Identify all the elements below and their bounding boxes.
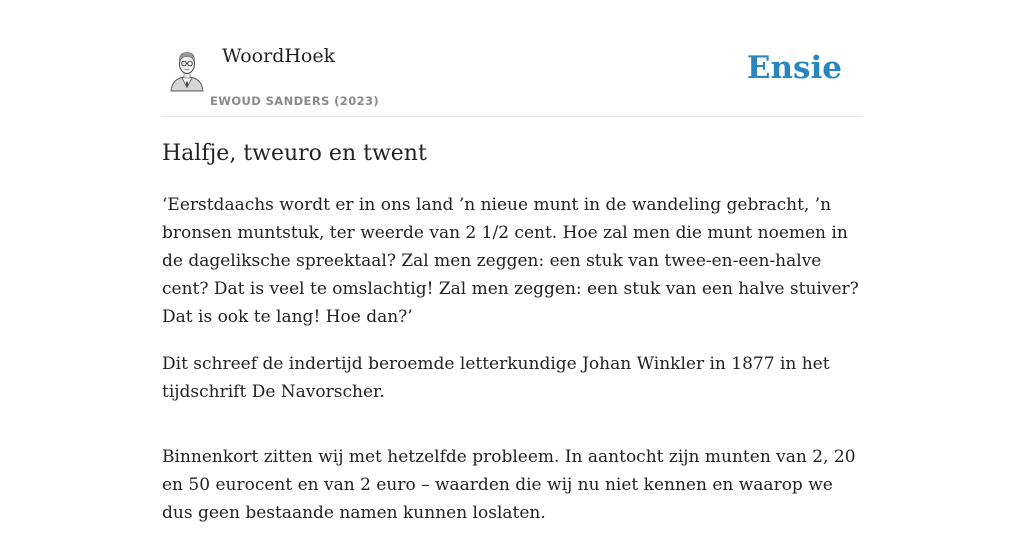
article-paragraph: ‘Eerstdaachs wordt er in ons land ’n nieue munt in de wandeling gebracht, ’n bronsen muntstuk, ter weerde van 2 1/2 cent. Hoe zal men die munt noemen in de dageliksche spreektaal? Zal men zeggen: een stuk van twee-en-een-halve cent? Dat is veel te omslachtig! Zal men zeggen: een stuk van een halve stuiver? Dat is ook te lang! Hoe dan?’ [162, 195, 859, 327]
article-paragraph: Binnenkort zitten wij met hetzelfde probleem. In aantocht zijn munten van 2, 20 en 50 eurocent en van 2 euro – waarden die wij nu niet kennen en waarop we dus geen bestaande namen kunnen loslaten. [162, 447, 856, 523]
author-avatar[interactable] [168, 47, 206, 91]
author-byline: EWOUD SANDERS (2023) [210, 94, 380, 108]
article-paragraph: Dit schreef de indertijd beroemde letterkundige Johan Winkler in 1877 in het tijdschrift De Navorscher. [162, 354, 830, 402]
portrait-sketch-icon [168, 47, 206, 91]
article [162, 138, 862, 546]
site-header [162, 0, 862, 117]
brand-logo[interactable]: Ensie [746, 50, 842, 86]
blog-title-link[interactable]: WoordHoek [222, 45, 336, 67]
article-title: Halfje, tweuro en twent [162, 141, 427, 166]
